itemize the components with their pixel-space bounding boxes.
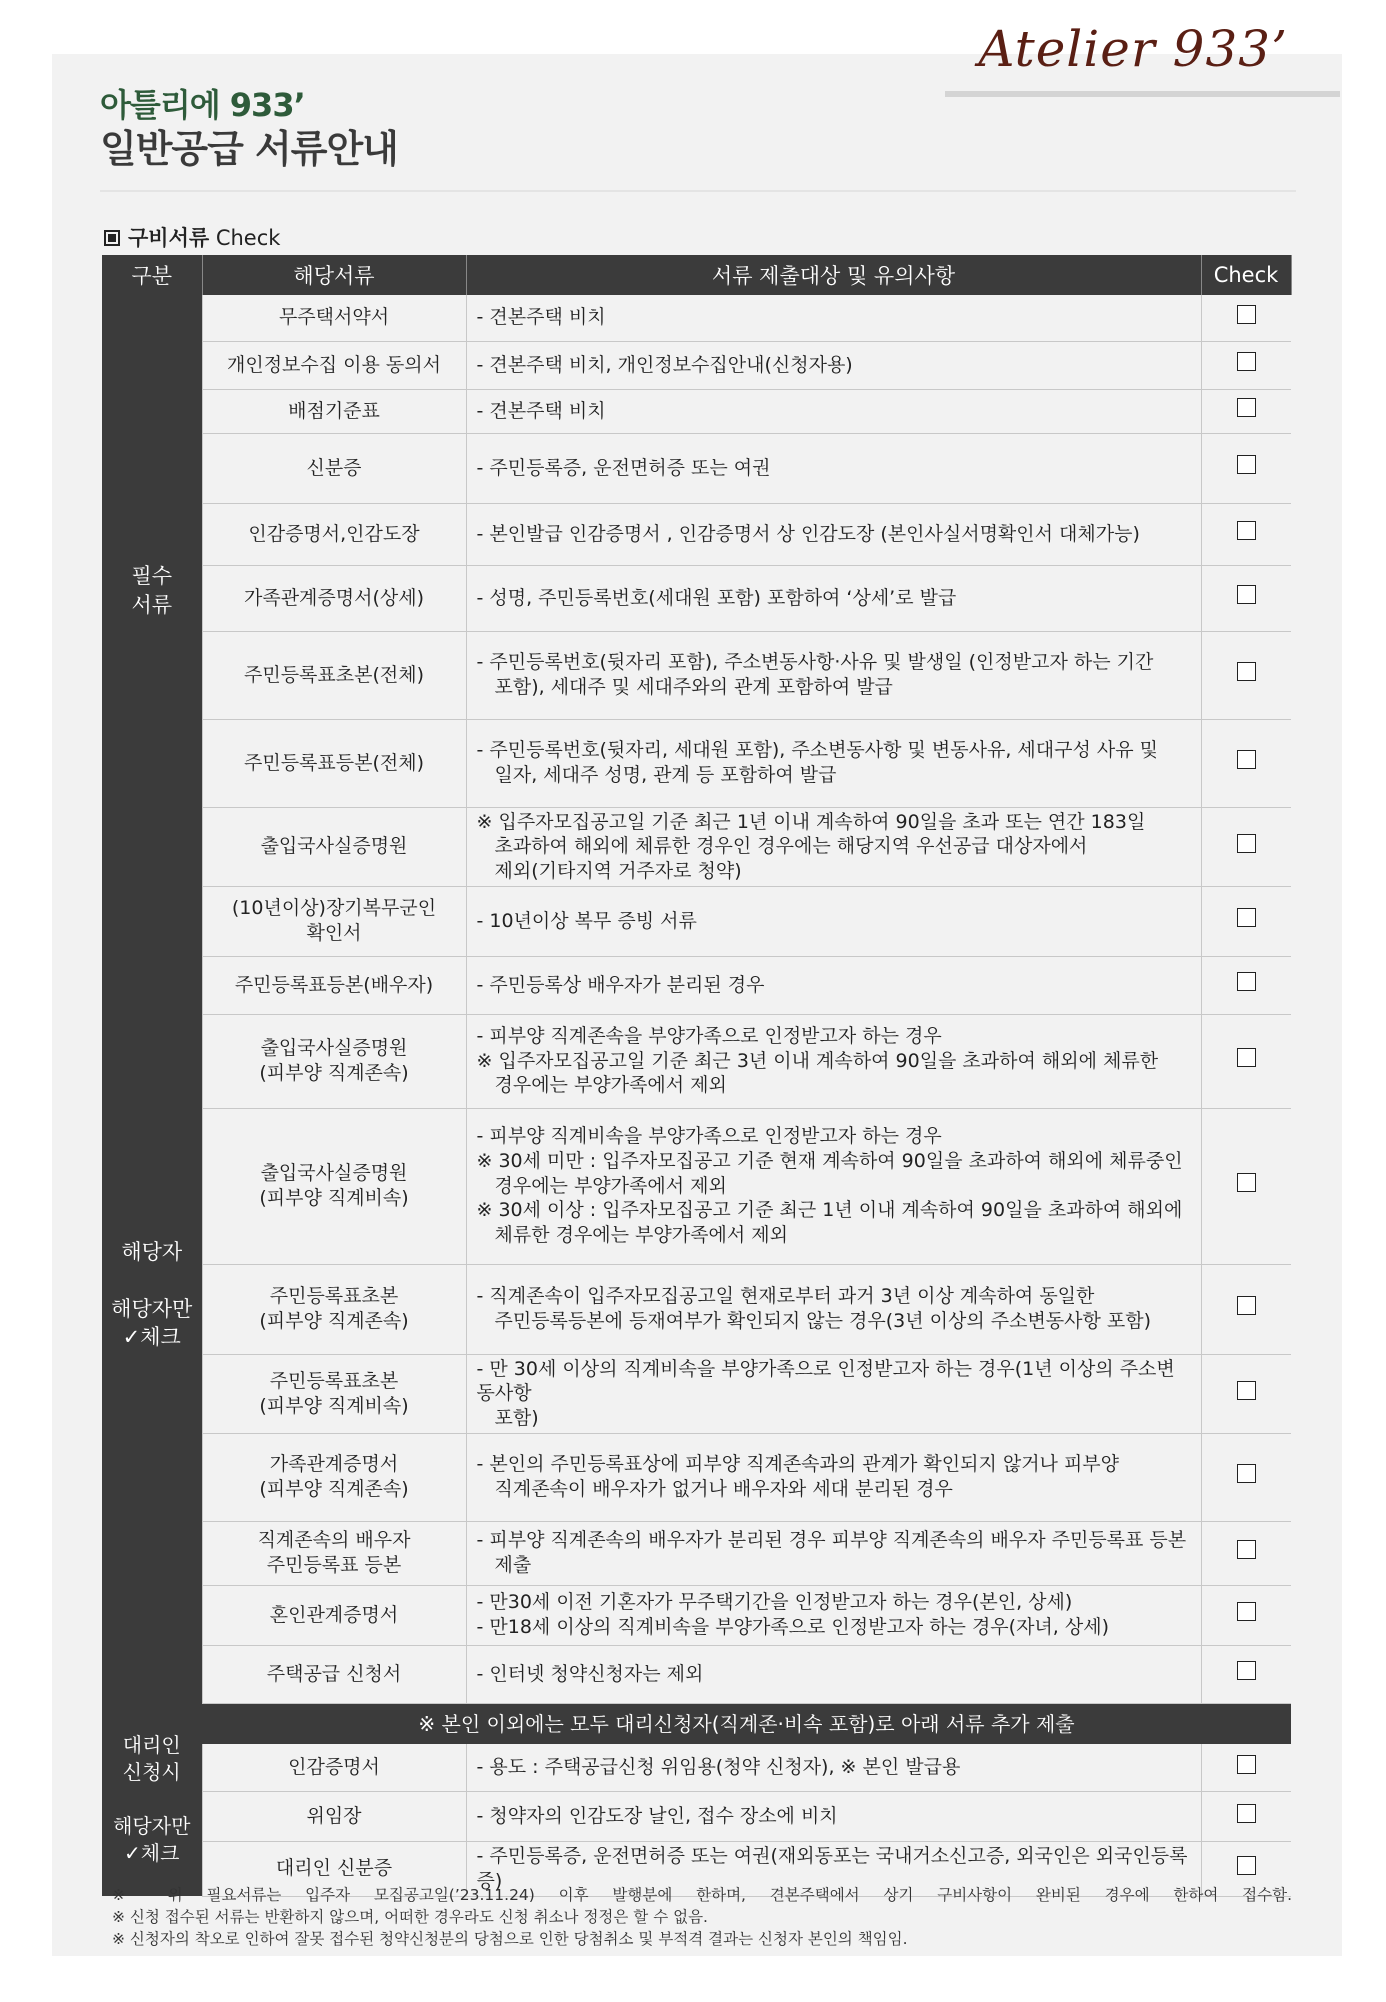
checkbox[interactable] [1237, 1381, 1256, 1400]
note-line: 일자, 세대주 성명, 관계 등 포함하여 발급 [494, 764, 837, 786]
note-line: - 주민등록번호(뒷자리, 세대원 포함), 주소변동사항 및 변동사유, 세대구성 사유 및 [476, 739, 1158, 762]
document-name [202, 807, 466, 886]
note-line: ※ 30세 이상 : 입주자모집공고 기준 최근 1년 이내 계속하여 90일을 초과하여 해외에 [476, 1199, 1183, 1222]
category-proxy [102, 1703, 202, 1896]
check-cell [1201, 807, 1291, 886]
document-name-line: 주민등록표초본 [269, 1369, 399, 1392]
document-name-line: 개인정보수집 이용 동의서 [227, 353, 441, 376]
check-cell [1201, 1108, 1291, 1264]
table-row [102, 1585, 1291, 1645]
title-line1: 아틀리에 933’ [100, 86, 305, 124]
document-name [202, 886, 466, 956]
document-name [202, 341, 466, 389]
check-cell [1201, 1792, 1291, 1842]
document-notes [466, 1108, 1201, 1264]
brand-logo: Atelier 933’ [978, 20, 1288, 78]
proxy-banner-row [102, 1703, 1291, 1744]
document-name [202, 1744, 466, 1792]
table-row [102, 1354, 1291, 1433]
table-header-row [102, 255, 1291, 295]
document-name [202, 389, 466, 433]
document-notes [466, 631, 1201, 719]
document-name-line: 출입국사실증명원 [260, 835, 408, 858]
checkbox[interactable] [1237, 1048, 1256, 1067]
checkbox[interactable] [1237, 1540, 1256, 1559]
check-cell [1201, 956, 1291, 1014]
document-name [202, 631, 466, 719]
document-notes [466, 295, 1201, 341]
header-check: Check [1201, 255, 1291, 295]
document-notes [466, 1645, 1201, 1703]
document-name-line: 대리인 신분증 [275, 1857, 393, 1880]
checkbox[interactable] [1237, 834, 1256, 853]
checkbox[interactable] [1237, 398, 1256, 417]
note-line: - 용도 : 주택공급신청 위임용(청약 신청자), ※ 본인 발급용 [476, 1756, 961, 1779]
table-row [102, 1744, 1291, 1792]
checkbox[interactable] [1237, 750, 1256, 769]
document-name-line: 출입국사실증명원 [260, 1037, 408, 1060]
document-name [202, 956, 466, 1014]
section-heading-rest: Check [209, 226, 281, 250]
note-line: - 직계존속이 입주자모집공고일 현재로부터 과거 3년 이상 계속하여 동일한 [476, 1285, 1095, 1308]
checkbox[interactable] [1237, 1602, 1256, 1621]
check-cell [1201, 389, 1291, 433]
table-row [102, 807, 1291, 886]
document-name-line: (10년이상)장기복무군인 [231, 897, 437, 920]
table-row [102, 433, 1291, 503]
note-line: - 만 30세 이상의 직계비속을 부양가족으로 인정받고자 하는 경우(1년 이상의 주소변동사항 [476, 1357, 1175, 1405]
document-notes [466, 1014, 1201, 1108]
checkbox[interactable] [1237, 305, 1256, 324]
footnote: ※ 신청 접수된 서류는 반환하지 않으며, 어떠한 경우라도 신청 취소나 정정은 할 수 없음. [112, 1908, 708, 1926]
note-line: ※ 입주자모집공고일 기준 최근 1년 이내 계속하여 90일을 초과 또는 연간 183일 [476, 810, 1146, 833]
document-name-line: 인감증명서 [288, 1756, 380, 1779]
category-label-line: 신청시 [122, 1760, 181, 1785]
document-name [202, 565, 466, 631]
checkbox[interactable] [1237, 1856, 1256, 1875]
note-line: 제외(기타지역 거주자로 청약) [494, 859, 742, 882]
document-name-line: 가족관계증명서 [269, 1453, 399, 1476]
checkbox[interactable] [1237, 662, 1256, 681]
section-heading [104, 222, 280, 252]
note-line: - 주민등록증, 운전면허증 또는 여권(재외동포는 국내거소신고증, 외국인은 외국인등록증) [476, 1845, 1188, 1892]
note-line: 제출 [494, 1554, 532, 1577]
document-name [202, 1792, 466, 1842]
brand-divider [945, 91, 1340, 97]
category-label-line: 서류 [131, 592, 173, 617]
document-notes [466, 433, 1201, 503]
document-name [202, 1354, 466, 1433]
document-name-line: 주택공급 신청서 [266, 1662, 402, 1685]
footnote: ※ 신청자의 착오로 인하여 잘못 접수된 청약신청분의 당첨으로 인한 당첨취소 및 부적격 결과는 신청자 본인의 책임임. [112, 1930, 908, 1948]
note-line: - 인터넷 청약신청자는 제외 [476, 1662, 704, 1685]
footnote: ※ 위 필요서류는 입주자 모집공고일(’23.11.24) 이후 발행분에 한하며, 견본주택에서 상기 구비사항이 완비된 경우에 한하여 접수함. [112, 1886, 1292, 1904]
checkbox[interactable] [1237, 585, 1256, 604]
square-bullet-icon [104, 230, 120, 246]
table-row [102, 341, 1291, 389]
check-cell [1201, 503, 1291, 565]
document-name-line: 확인서 [306, 922, 362, 945]
check-cell [1201, 886, 1291, 956]
table-row [102, 565, 1291, 631]
document-name-line: 가족관계증명서(상세) [243, 586, 424, 609]
check-cell [1201, 631, 1291, 719]
document-name [202, 1108, 466, 1264]
document-notes [466, 389, 1201, 433]
note-line: - 본인의 주민등록표상에 피부양 직계존속과의 관계가 확인되지 않거나 피부양 [476, 1453, 1120, 1476]
check-cell [1201, 719, 1291, 807]
category-label-line [103, 1786, 201, 1813]
checkbox[interactable] [1237, 1804, 1256, 1823]
table-row [102, 295, 1291, 341]
category-label-line: 해당자만 [113, 1814, 191, 1839]
note-line: - 청약자의 인감도장 날인, 접수 장소에 비치 [476, 1805, 838, 1828]
table-row [102, 1433, 1291, 1521]
note-line: - 주민등록상 배우자가 분리된 경우 [476, 973, 765, 996]
document-notes [466, 1354, 1201, 1433]
document-name [202, 1645, 466, 1703]
document-notes [466, 565, 1201, 631]
check-cell [1201, 1014, 1291, 1108]
document-name-line: 혼인관계증명서 [269, 1603, 399, 1626]
document-notes [466, 1585, 1201, 1645]
note-line: 초과하여 해외에 체류한 경우인 경우에는 해당지역 우선공급 대상자에서 [494, 835, 1088, 858]
note-line: 포함) [494, 1406, 539, 1429]
checkbox[interactable] [1237, 455, 1256, 474]
document-notes [466, 1433, 1201, 1521]
document-name-line: (피부양 직계존속) [259, 1310, 409, 1333]
category-label-line: ✓체크 [124, 1841, 180, 1866]
document-notes [466, 719, 1201, 807]
category-label-line: 대리인 [122, 1733, 181, 1758]
table-row [102, 1645, 1291, 1703]
check-cell [1201, 1433, 1291, 1521]
document-name-line: 직계존속의 배우자 [257, 1529, 411, 1552]
table-row [102, 1792, 1291, 1842]
note-line: - 견본주택 비치 [476, 306, 606, 329]
note-line: ※ 입주자모집공고일 기준 최근 3년 이내 계속하여 90일을 초과하여 해외에 체류한 [476, 1049, 1159, 1072]
document-notes [466, 886, 1201, 956]
section-heading-bold: 구비서류 [128, 226, 210, 250]
header-category: 구분 [102, 255, 202, 295]
category-applicable [102, 886, 202, 1703]
document-name-line: 주민등록표 등본 [266, 1554, 402, 1577]
checkbox[interactable] [1237, 1173, 1256, 1192]
checkbox[interactable] [1237, 352, 1256, 371]
table-row [102, 503, 1291, 565]
note-line: - 피부양 직계비속을 부양가족으로 인정받고자 하는 경우 [476, 1125, 942, 1148]
note-line: 직계존속이 배우자가 없거나 배우자와 세대 분리된 경우 [494, 1478, 953, 1501]
check-cell [1201, 565, 1291, 631]
document-notes [466, 1264, 1201, 1354]
table-row [102, 956, 1291, 1014]
check-cell [1201, 1645, 1291, 1703]
document-name-line: (피부양 직계존속) [259, 1478, 409, 1501]
title-divider [100, 190, 1296, 192]
document-notes [466, 956, 1201, 1014]
check-cell [1201, 1585, 1291, 1645]
table-row [102, 1264, 1291, 1354]
document-name-line: 위임장 [306, 1805, 362, 1828]
document-notes [466, 1792, 1201, 1842]
note-line: - 피부양 직계존속의 배우자가 분리된 경우 피부양 직계존속의 배우자 주민등록표 등본 [476, 1529, 1187, 1552]
document-name [202, 503, 466, 565]
note-line: 경우에는 부양가족에서 제외 [494, 1174, 727, 1197]
checkbox[interactable] [1237, 972, 1256, 991]
checkbox[interactable] [1237, 521, 1256, 540]
checkbox[interactable] [1237, 1755, 1256, 1774]
check-cell [1201, 433, 1291, 503]
document-name-line: 배점기준표 [288, 399, 380, 422]
document-name-line: 출입국사실증명원 [260, 1162, 408, 1185]
note-line: - 성명, 주민등록번호(세대원 포함) 포함하여 ‘상세’로 발급 [476, 586, 957, 609]
document-name-line: (피부양 직계비속) [259, 1187, 409, 1210]
checkbox[interactable] [1237, 908, 1256, 927]
documents-table [102, 255, 1292, 1897]
check-cell [1201, 1264, 1291, 1354]
document-name [202, 719, 466, 807]
table-row [102, 1014, 1291, 1108]
table-row [102, 719, 1291, 807]
category-required [102, 295, 202, 886]
note-line: ※ 30세 미만 : 입주자모집공고 기준 현재 계속하여 90일을 초과하여 해외에 체류중인 [476, 1150, 1183, 1173]
note-line: - 본인발급 인감증명서 , 인감증명서 상 인감도장 (본인사실서명확인서 대체가능) [476, 522, 1140, 545]
table-row [102, 631, 1291, 719]
note-line: 주민등록등본에 등재여부가 확인되지 않는 경우(3년 이상의 주소변동사항 포함) [494, 1310, 1152, 1333]
document-name-line: 주민등록표등본(전체) [243, 751, 424, 774]
table-row [102, 1108, 1291, 1264]
check-cell [1201, 1521, 1291, 1585]
table-body [102, 295, 1291, 1896]
page-title: 일반공급 서류안내 [100, 127, 398, 171]
document-name [202, 1585, 466, 1645]
document-name-line: (피부양 직계비속) [259, 1394, 409, 1417]
document-name-line: 주민등록표초본 [269, 1285, 399, 1308]
document-notes [466, 1521, 1201, 1585]
category-label-line: 해당자만 [111, 1296, 193, 1321]
document-notes [466, 503, 1201, 565]
checkbox[interactable] [1237, 1661, 1256, 1680]
document-name-line: 무주택서약서 [278, 306, 390, 329]
document-name [202, 295, 466, 341]
checkbox[interactable] [1237, 1464, 1256, 1483]
header-notes: 서류 제출대상 및 유의사항 [466, 255, 1201, 295]
check-cell [1201, 1744, 1291, 1792]
document-name [202, 1521, 466, 1585]
table-row [102, 1521, 1291, 1585]
note-line: - 주민등록증, 운전면허증 또는 여권 [476, 456, 771, 479]
note-line: - 만30세 이전 기혼자가 무주택기간을 인정받고자 하는 경우(본인, 상세) [476, 1591, 1073, 1614]
footnotes [112, 1884, 1292, 1950]
document-name-line: 주민등록표초본(전체) [243, 663, 424, 686]
check-cell [1201, 1354, 1291, 1433]
document-name-line: 인감증명서,인감도장 [248, 522, 420, 545]
document-name [202, 433, 466, 503]
proxy-banner: ※ 본인 이외에는 모두 대리신청자(직계존·비속 포함)로 아래 서류 추가 제출 [202, 1703, 1291, 1744]
document-name [202, 1264, 466, 1354]
note-line: - 견본주택 비치, 개인정보수집안내(신청자용) [476, 353, 853, 376]
table-row [102, 886, 1291, 956]
document-notes [466, 341, 1201, 389]
category-label-line [103, 1266, 201, 1294]
document-name [202, 1433, 466, 1521]
category-label-line: ✓체크 [122, 1324, 181, 1349]
header-document: 해당서류 [202, 255, 466, 295]
note-line: - 피부양 직계존속을 부양가족으로 인정받고자 하는 경우 [476, 1025, 942, 1048]
note-line: - 10년이상 복무 증빙 서류 [476, 909, 697, 932]
document-name-line: 신분증 [306, 456, 362, 479]
check-cell [1201, 295, 1291, 341]
note-line: 포함), 세대주 및 세대주와의 관계 포함하여 발급 [494, 676, 893, 698]
document-notes [466, 1744, 1201, 1792]
checkbox[interactable] [1237, 1296, 1256, 1315]
check-cell [1201, 341, 1291, 389]
note-line: - 만18세 이상의 직계비속을 부양가족으로 인정받고자 하는 경우(자녀, 상세) [476, 1616, 1109, 1639]
table-row [102, 389, 1291, 433]
note-line: - 견본주택 비치 [476, 399, 606, 422]
category-label-line: 필수 [131, 564, 173, 589]
document-name-line: 주민등록표등본(배우자) [234, 973, 434, 996]
note-line: - 주민등록번호(뒷자리 포함), 주소변동사항·사유 및 발생일 (인정받고자 하는 기간 [476, 651, 1154, 674]
document-name-line: (피부양 직계존속) [259, 1062, 409, 1085]
note-line: 경우에는 부양가족에서 제외 [494, 1074, 727, 1097]
document-name [202, 1014, 466, 1108]
document-notes [466, 807, 1201, 886]
note-line: 체류한 경우에는 부양가족에서 제외 [494, 1224, 788, 1247]
category-label-line: 해당자 [121, 1239, 183, 1264]
